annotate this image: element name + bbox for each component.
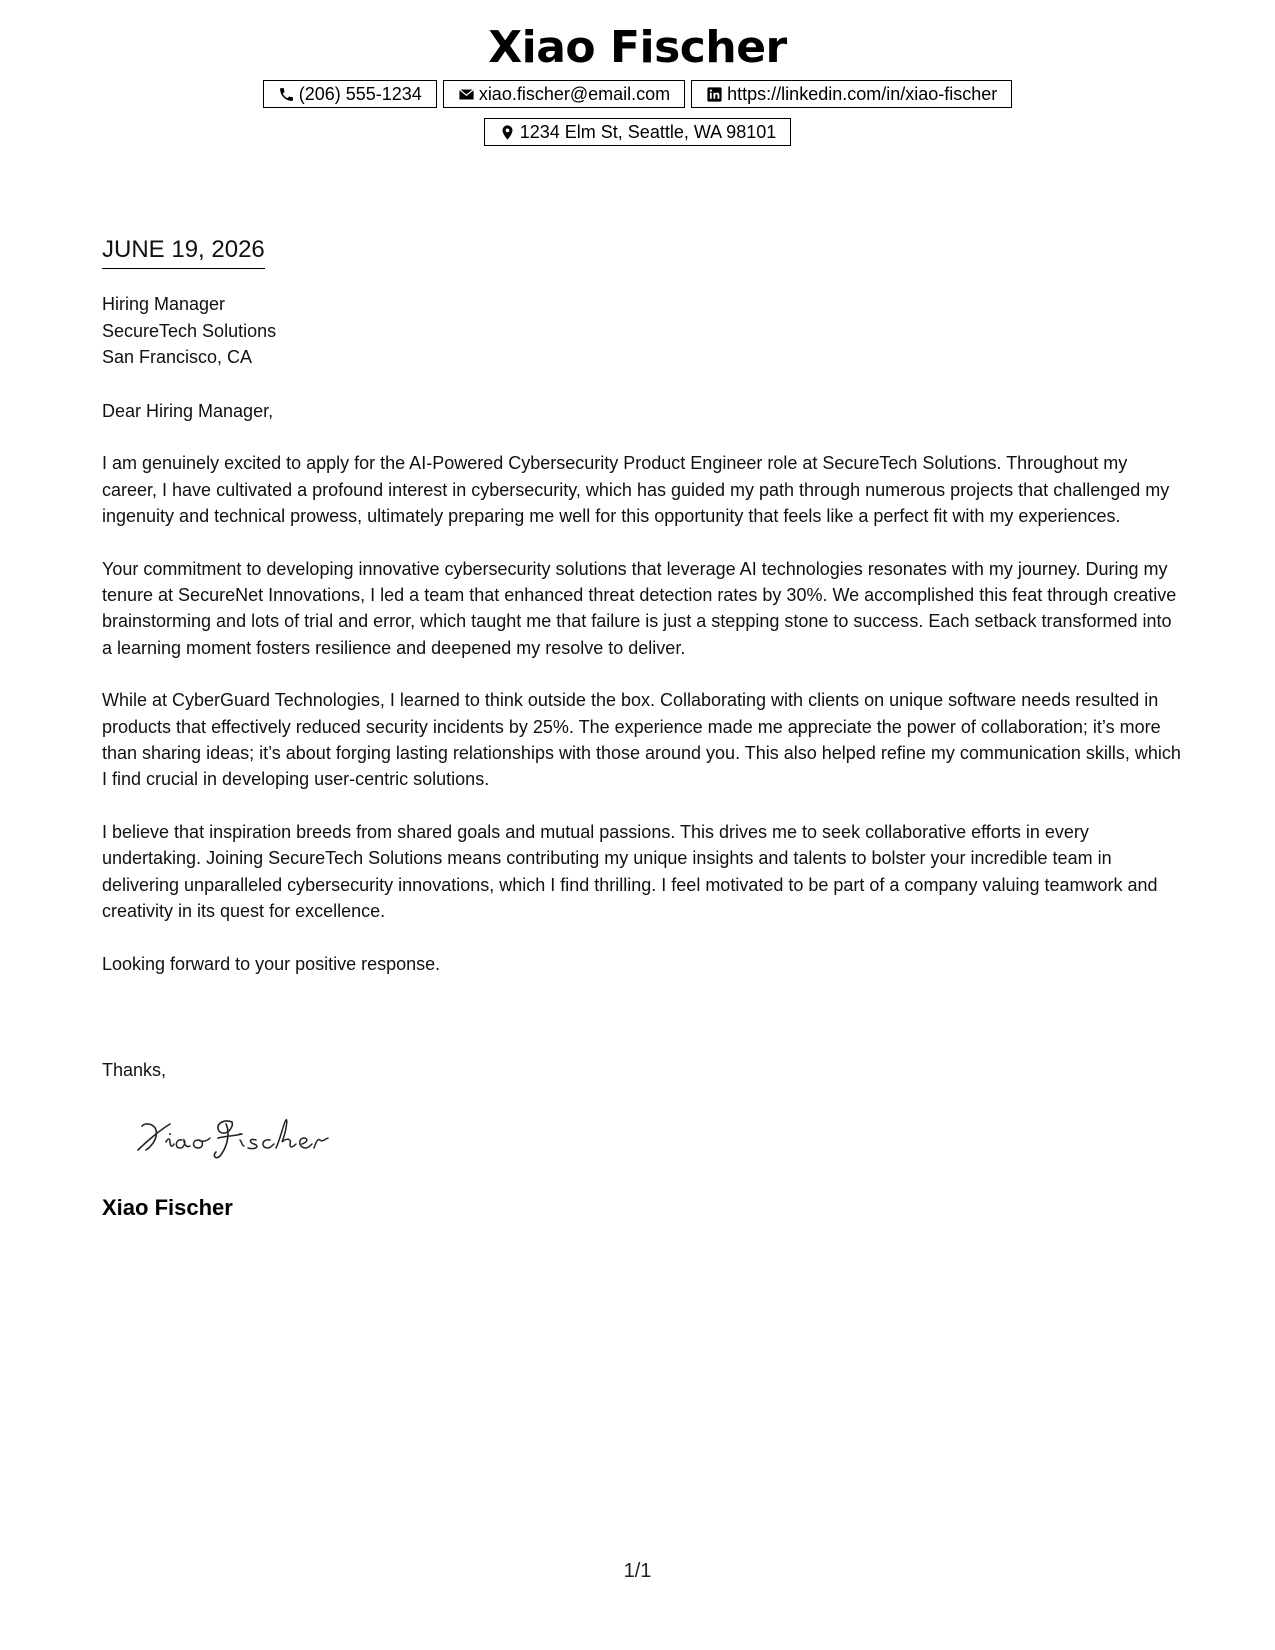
letter-date: JUNE 19, 2026 — [102, 234, 265, 269]
closing-line: Thanks, — [102, 1060, 167, 1080]
recipient-title: Hiring Manager — [102, 294, 226, 314]
contact-email — [443, 80, 685, 108]
linkedin-text: https://linkedin.com/in/xiao-fischer — [727, 83, 998, 104]
email-text: xiao.fischer@email.com — [478, 83, 671, 104]
recipient-company: SecureTech Solutions — [102, 320, 277, 341]
linkedin-icon — [706, 86, 723, 103]
signer-name: Xiao Fischer — [102, 1195, 233, 1220]
body-paragraph-2: Your commitment to developing innovative cybersecurity solutions that leverage AI technologies resonates with my journey. During my tenure at SecureNet Innovations, I led a team that enhanced threat detection rates by 30%. We accomplished this feat through creative brainstorming and lots of trial and error, which taught me that failure is just a stepping stone to success. Each setback transformed into a learning moment fosters resilience and deepened my resolve to deliver. — [102, 558, 1177, 658]
recipient-location: San Francisco, CA — [102, 347, 253, 367]
applicant-name-heading: Xiao Fischer — [488, 22, 787, 73]
recipient-block — [102, 291, 276, 371]
body-paragraph-5: Looking forward to your positive response. — [102, 953, 441, 974]
body-paragraph-4: I believe that inspiration breeds from shared goals and mutual passions. This drives me to seek collaborative efforts in every undertaking. Joining SecureTech Solutions means contributing my unique insights and talents to bolster your incredible team in delivering unparalleled cybersecurity innovations, which I find thrilling. I feel motivated to be part of a company valuing teamwork and creativity in its quest for excellence. — [102, 821, 1158, 922]
letter-body — [102, 398, 1182, 1003]
handwritten-signature — [136, 1112, 336, 1162]
phone-text: (206) 555-1234 — [298, 83, 422, 104]
envelope-icon — [458, 86, 475, 103]
phone-icon — [278, 86, 295, 103]
contact-row-secondary — [0, 118, 1275, 146]
contact-row-primary — [0, 80, 1275, 108]
contact-phone — [263, 80, 437, 108]
map-pin-icon — [499, 124, 516, 141]
page-number: 1/1 — [623, 1560, 652, 1582]
contact-linkedin — [691, 80, 1012, 108]
contact-address — [484, 118, 791, 146]
body-paragraph-3: While at CyberGuard Technologies, I learned to think outside the box. Collaborating with clients on unique software needs resulted in products that effectively reduced security incidents by 25%. The experience made me appreciate the power of collaboration; it’s more than sharing ideas; it’s about forging lasting relationships with those around you. This also helped refine my communication skills, which I find crucial in developing user-centric solutions. — [102, 690, 1181, 790]
address-text: 1234 Elm St, Seattle, WA 98101 — [519, 121, 777, 142]
body-paragraph-1: I am genuinely excited to apply for the AI-Powered Cybersecurity Product Engineer role at SecureTech Solutions. Throughout my career, I have cultivated a profound interest in cybersecurity, which has guided my path through numerous projects that challenged my ingenuity and technical prowess, ultimately preparing me well for this opportunity that feels like a perfect fit with my experiences. — [102, 453, 1170, 527]
salutation: Dear Hiring Manager, — [102, 401, 274, 421]
